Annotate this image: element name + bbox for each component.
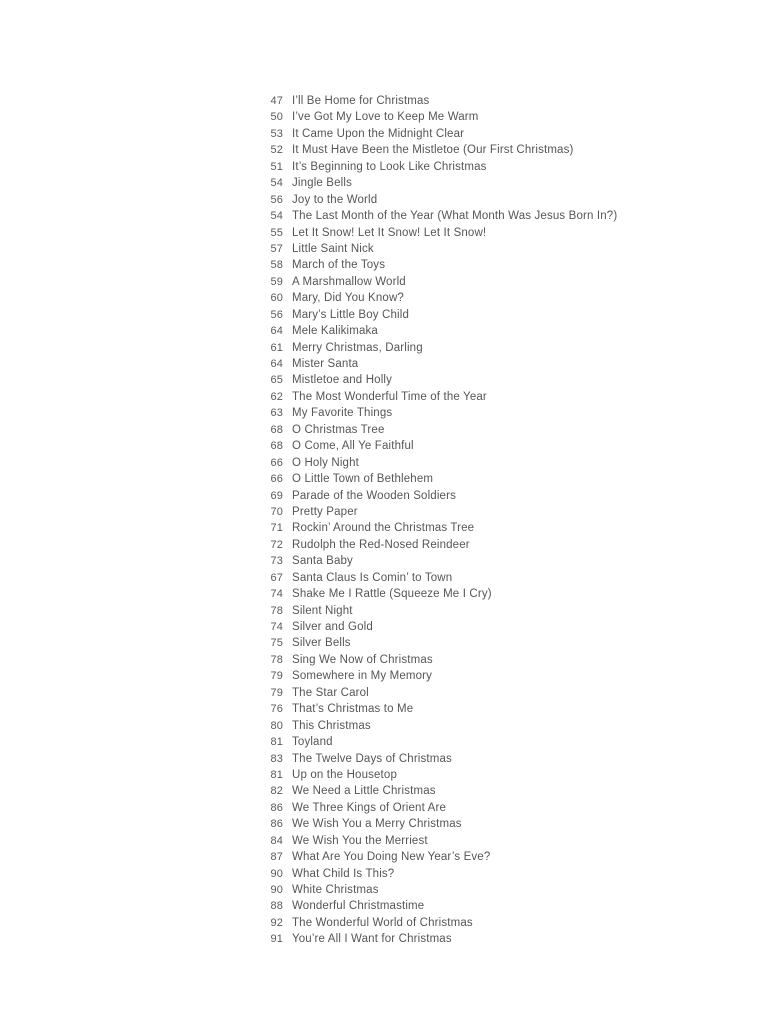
list-item	[245, 537, 685, 553]
list-item	[245, 126, 685, 142]
list-item	[245, 767, 685, 783]
list-item	[245, 931, 685, 947]
list-item	[245, 159, 685, 175]
song-title: Up on the Housetop	[292, 768, 397, 781]
list-item	[245, 109, 685, 125]
song-title: Somewhere in My Memory	[292, 670, 433, 683]
song-title: Rockin’ Around the Christmas Tree	[292, 522, 475, 535]
song-page-number: 79	[270, 686, 283, 699]
song-page-number: 81	[270, 736, 283, 749]
song-page-number: 59	[270, 275, 283, 288]
song-page-number: 55	[270, 226, 283, 239]
list-item	[245, 323, 685, 339]
song-page-number: 82	[270, 785, 283, 798]
list-item	[245, 340, 685, 356]
song-title: Mary’s Little Boy Child	[292, 308, 410, 321]
list-item	[245, 619, 685, 635]
song-title: You’re All I Want for Christmas	[292, 933, 452, 946]
song-page-number: 72	[270, 538, 283, 551]
song-page-number: 81	[270, 768, 283, 781]
song-title: Santa Baby	[292, 555, 353, 568]
song-title: O Christmas Tree	[292, 423, 385, 436]
list-item	[245, 175, 685, 191]
song-page-number: 67	[270, 571, 283, 584]
song-title: Little Saint Nick	[292, 242, 374, 255]
song-title: Mistletoe and Holly	[292, 374, 393, 387]
song-title: My Favorite Things	[292, 407, 393, 420]
song-page-number: 68	[270, 423, 283, 436]
song-page-number: 88	[270, 900, 283, 913]
list-item	[245, 405, 685, 421]
list-item	[245, 701, 685, 717]
song-title: We Need a Little Christmas	[292, 785, 436, 798]
song-title: It Must Have Been the Mistletoe (Our First Christmas)	[292, 144, 574, 157]
song-page-number: 91	[270, 933, 283, 946]
song-page-number: 64	[270, 358, 283, 370]
list-item	[245, 833, 685, 849]
list-item	[245, 751, 685, 767]
song-title: Jingle Bells	[292, 177, 352, 190]
song-page-number: 57	[270, 242, 283, 255]
song-page-number: 87	[270, 851, 283, 864]
list-item	[245, 274, 685, 290]
song-title: Silent Night	[292, 604, 353, 617]
song-title: Joy to the World	[292, 193, 378, 206]
song-page-number: 54	[270, 210, 283, 223]
list-item	[245, 553, 685, 569]
song-title: We Three Kings of Orient Are	[292, 801, 446, 814]
song-title: Pretty Paper	[292, 505, 358, 518]
song-page-number: 52	[270, 144, 283, 157]
song-title: The Star Carol	[292, 686, 369, 699]
list-item	[245, 93, 685, 109]
song-page-number: 80	[270, 719, 283, 732]
list-item	[245, 307, 685, 323]
list-item	[245, 915, 685, 931]
list-item	[245, 849, 685, 865]
song-title: What Are You Doing New Year’s Eve?	[292, 851, 491, 864]
song-page-number: 84	[270, 834, 283, 847]
list-item	[245, 389, 685, 405]
song-title: Mary, Did You Know?	[292, 292, 404, 305]
song-title: I’ve Got My Love to Keep Me Warm	[292, 111, 479, 124]
song-title: O Holy Night	[292, 456, 359, 469]
list-item	[245, 455, 685, 471]
song-page-number: 92	[270, 916, 283, 929]
song-page-number: 90	[270, 867, 283, 880]
song-title: Sing We Now of Christmas	[292, 653, 433, 666]
song-page-number: 54	[270, 177, 283, 190]
list-item	[245, 504, 685, 520]
list-item	[245, 142, 685, 158]
list-item	[245, 257, 685, 273]
song-title: O Come, All Ye Faithful	[292, 440, 414, 453]
song-title: Toyland	[292, 736, 333, 749]
song-title: A Marshmallow World	[292, 275, 406, 288]
song-title: March of the Toys	[292, 259, 386, 272]
song-page-number: 76	[270, 703, 283, 716]
song-page-number: 75	[270, 637, 283, 650]
list-item	[245, 816, 685, 832]
list-item	[245, 422, 685, 438]
song-page-number: 90	[270, 884, 283, 896]
song-title: Mele Kalikimaka	[292, 325, 378, 338]
song-page-number: 66	[270, 473, 283, 486]
song-page-number: 61	[270, 341, 283, 354]
song-page-number: 86	[270, 818, 283, 831]
song-page-number: 63	[270, 407, 283, 420]
song-title: The Last Month of the Year (What Month Was Jesus Born In?)	[292, 210, 618, 223]
song-title: We Wish You a Merry Christmas	[292, 818, 462, 831]
song-list	[245, 93, 685, 948]
list-item	[245, 668, 685, 684]
song-title: The Wonderful World of Christmas	[292, 916, 473, 929]
song-title: Mister Santa	[292, 358, 359, 370]
list-item	[245, 372, 685, 388]
song-page-number: 64	[270, 325, 283, 338]
song-title: White Christmas	[292, 884, 379, 896]
song-title: Let It Snow! Let It Snow! Let It Snow!	[292, 226, 487, 239]
song-title: Wonderful Christmastime	[292, 900, 425, 913]
song-page-number: 86	[270, 801, 283, 814]
song-title: What Child Is This?	[292, 867, 395, 880]
song-page-number: 79	[270, 670, 283, 683]
song-page-number: 69	[270, 489, 283, 502]
song-title: O Little Town of Bethlehem	[292, 473, 434, 486]
list-item	[245, 241, 685, 257]
song-page-number: 65	[270, 374, 283, 387]
song-page-number: 47	[270, 95, 283, 107]
song-page-number: 62	[270, 390, 283, 403]
list-item	[245, 652, 685, 668]
list-item	[245, 685, 685, 701]
song-page-number: 70	[270, 505, 283, 518]
song-title: That’s Christmas to Me	[292, 703, 414, 716]
list-item	[245, 882, 685, 898]
song-page-number: 56	[270, 193, 283, 206]
list-item	[245, 570, 685, 586]
list-item	[245, 192, 685, 208]
song-title: Silver and Gold	[292, 621, 373, 633]
song-title: Rudolph the Red-Nosed Reindeer	[292, 538, 470, 551]
song-title: We Wish You the Merriest	[292, 834, 428, 847]
song-page-number: 83	[270, 752, 283, 765]
song-title: Shake Me I Rattle (Squeeze Me I Cry)	[292, 588, 492, 601]
song-page-number: 60	[270, 292, 283, 305]
list-item	[245, 471, 685, 487]
song-title: It’s Beginning to Look Like Christmas	[292, 160, 487, 173]
list-item	[245, 438, 685, 454]
song-page-number: 56	[270, 308, 283, 321]
song-page-number: 73	[270, 555, 283, 568]
song-page-number: 50	[270, 111, 283, 124]
list-item	[245, 635, 685, 651]
song-page-number: 74	[270, 588, 283, 601]
song-title: The Twelve Days of Christmas	[292, 752, 452, 765]
list-item	[245, 800, 685, 816]
list-item	[245, 783, 685, 799]
song-page-number: 71	[270, 522, 283, 535]
list-item	[245, 225, 685, 241]
list-item	[245, 520, 685, 536]
list-item	[245, 866, 685, 882]
song-title: Santa Claus Is Comin’ to Town	[292, 571, 453, 584]
list-item	[245, 356, 685, 372]
song-title: Merry Christmas, Darling	[292, 341, 423, 354]
song-title: The Most Wonderful Time of the Year	[292, 390, 487, 403]
song-page-number: 68	[270, 440, 283, 453]
list-item	[245, 603, 685, 619]
song-title: It Came Upon the Midnight Clear	[292, 127, 465, 140]
song-title: Silver Bells	[292, 637, 351, 650]
list-item	[245, 586, 685, 602]
song-page-number: 51	[270, 160, 283, 173]
song-title: Parade of the Wooden Soldiers	[292, 489, 456, 502]
list-item	[245, 898, 685, 914]
list-item	[245, 290, 685, 306]
list-item	[245, 734, 685, 750]
song-page-number: 58	[270, 259, 283, 272]
list-item	[245, 488, 685, 504]
song-page-number: 78	[270, 604, 283, 617]
list-item	[245, 718, 685, 734]
song-title: I’ll Be Home for Christmas	[292, 95, 430, 107]
song-page-number: 78	[270, 653, 283, 666]
song-title: This Christmas	[292, 719, 371, 732]
song-page-number: 74	[270, 621, 283, 633]
song-page-number: 66	[270, 456, 283, 469]
song-page-number: 53	[270, 127, 283, 140]
list-item	[245, 208, 685, 224]
